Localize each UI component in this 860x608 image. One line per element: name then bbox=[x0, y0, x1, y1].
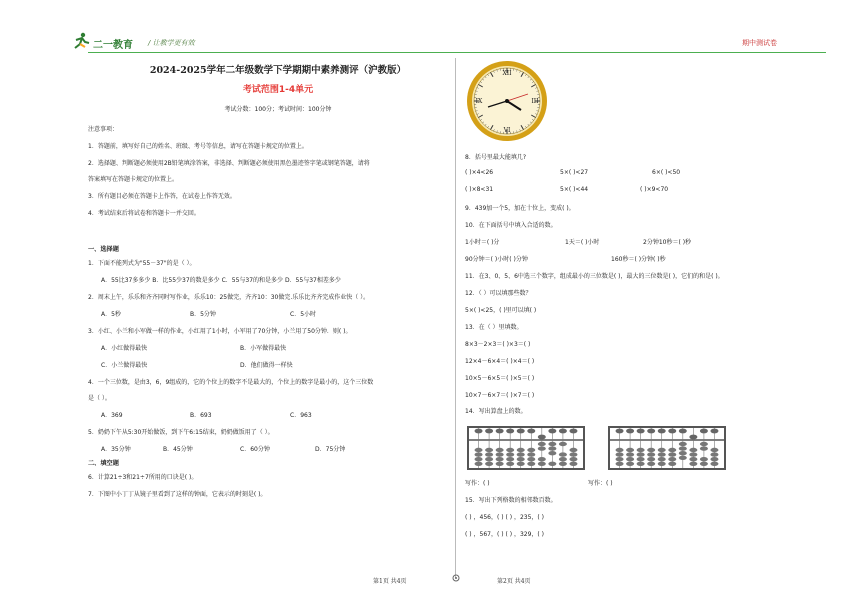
question-13: 13．在（ ）里填数。 bbox=[465, 324, 523, 331]
option: C．963 bbox=[290, 412, 312, 419]
option: B．45分钟 bbox=[163, 446, 193, 453]
question-5: 5．奶奶下午从5:30开始做饭，到下午6:15结束，奶奶做饭用了（ ）。 bbox=[88, 429, 274, 436]
abacus bbox=[467, 426, 585, 470]
option: A．35分钟 bbox=[101, 446, 131, 453]
footer-page-left: 第1页 共4页 bbox=[373, 578, 407, 585]
q13-row: 10×7－6×7＝( )×7＝( ) bbox=[465, 392, 535, 399]
question-2: 2．周末上午，乐乐和齐齐同时写作业，乐乐10：25做完，齐齐10：30做完.乐乐比齐齐完成作业快（ ）。 bbox=[88, 294, 370, 301]
question-10: 10．在下面括号中填入合适的数。 bbox=[465, 222, 557, 229]
q10-item: 90分钟＝( )小时( )分钟 bbox=[465, 256, 528, 263]
option: C．60分钟 bbox=[240, 446, 270, 453]
logo-text: 二一教育 bbox=[93, 40, 133, 51]
q10-item: 1小时＝( )分 bbox=[465, 239, 500, 246]
option: C．小兰做得最快 bbox=[101, 362, 148, 369]
svg-text:IX: IX bbox=[475, 98, 483, 105]
binder-ring-icon bbox=[452, 574, 460, 582]
q10-item: 1天＝( )小时 bbox=[565, 239, 600, 246]
option: A．369 bbox=[101, 412, 123, 419]
option: D．他们做得一样快 bbox=[240, 362, 293, 369]
option: A．5秒 bbox=[101, 311, 121, 318]
question-11: 11．在3、0、5、6中选三个数字，组成最小的三位数是( )，最大的三位数是( )，它们的和是( )。 bbox=[465, 273, 724, 280]
note-item: 3．所有题目必须在答题卡上作答，在试卷上作答无效。 bbox=[88, 193, 236, 200]
question-15: 15．写出下列格数的相邻数百数。 bbox=[465, 497, 557, 504]
q13-row: 12×4－6×4＝( )×4＝( ) bbox=[465, 358, 535, 365]
abacus bbox=[608, 426, 726, 470]
header-slogan: / 让教学更有效 bbox=[148, 39, 195, 47]
option: A．小红做得最快 bbox=[101, 345, 148, 352]
section-heading: 一、选择题 bbox=[88, 246, 119, 253]
q8-item: ( )×4<26 bbox=[465, 169, 494, 176]
question-3: 3．小红、小兰和小军做一样的作业，小红用了1小时，小军用了70分钟，小兰用了50分钟．则( )。 bbox=[88, 328, 352, 335]
note-item: 答案填写在答题卡规定的位置上。 bbox=[88, 176, 179, 183]
score-line: 考试分数：100分；考试时间：100分钟 bbox=[224, 106, 332, 113]
q14-answer: 写作：( ) bbox=[465, 480, 490, 487]
section-heading: 二、填空题 bbox=[88, 460, 119, 467]
option: D．75分钟 bbox=[315, 446, 346, 453]
question-4: 4．一个三位数，是由3，6，9组成的，它的个位上的数字不是最大的，个位上的数字是最小的，这个三位数 bbox=[88, 379, 374, 386]
question-7: 7．下图中小丁丁从镜子里看到了这样的钟面，它表示的时刻是( )。 bbox=[88, 491, 267, 498]
q10-item: 160秒＝( )分钟( )秒 bbox=[611, 256, 666, 263]
option: B．693 bbox=[190, 412, 212, 419]
header-divider bbox=[88, 52, 826, 53]
footer-page-right: 第2页 共4页 bbox=[497, 578, 531, 585]
question-14: 14．写出算盘上的数。 bbox=[465, 408, 527, 415]
question-9: 9．439加一个5，加在十位上，变成( )。 bbox=[465, 205, 575, 212]
svg-text:III: III bbox=[531, 98, 539, 105]
q8-item: 5×( )<27 bbox=[560, 169, 589, 176]
note-item: 2．选择题、判断题必须使用2B铅笔填涂答案，非选择、判断题必须使用黑色墨迹签字笔或钢笔答题，请将 bbox=[88, 160, 370, 167]
q14-answer: 写作：( ) bbox=[588, 480, 613, 487]
q8-item: 5×( )<44 bbox=[560, 186, 589, 193]
q8-item: ( )×8<31 bbox=[465, 186, 494, 193]
column-divider bbox=[455, 58, 456, 578]
q13-row: 8×3－2×3＝( )×3＝( ) bbox=[465, 341, 531, 348]
page-title: 2024-2025学年二年级数学下学期期中素养测评（沪教版） bbox=[149, 65, 407, 76]
svg-text:VI: VI bbox=[503, 127, 511, 134]
option: C．5小时 bbox=[290, 311, 317, 318]
header-exam-label: 期中测试卷 bbox=[742, 39, 777, 47]
clock-face bbox=[466, 60, 548, 142]
question-1: 1．下面不能列式为"55－37"的是（ ）。 bbox=[88, 260, 196, 267]
question-12: 12．（ ）可以填那些数？ bbox=[465, 290, 532, 297]
q13-row: 10×5－6×5＝( )×5＝( ) bbox=[465, 375, 535, 382]
q15-row: ( ) ，567，( ) ( ) ，329，( ) bbox=[465, 531, 544, 538]
q8-item: ( )×9<70 bbox=[640, 186, 669, 193]
q1-options: A．55比37多多少 B．比55少37的数是多少 C．55与37的和是多少 D．55与37相差多少 bbox=[101, 277, 341, 284]
note-item: 4．考试结束后将试卷和答题卡一并交回。 bbox=[88, 210, 200, 217]
q10-item: 2分钟10秒＝( )秒 bbox=[643, 239, 692, 246]
q8-item: 6×( )<50 bbox=[652, 169, 681, 176]
q15-row: ( ) ，456，( ) ( ) ，235，( ) bbox=[465, 514, 544, 521]
q12-line: 5×( )<25，( )里可以填( ) bbox=[465, 307, 537, 314]
runner-logo-icon bbox=[70, 32, 92, 50]
notes-heading: 注意事项： bbox=[88, 126, 119, 133]
exam-scope: 考试范围1-4单元 bbox=[242, 85, 314, 95]
note-item: 1．答题前，填写好自己的姓名、班级、考号等信息，请写在答题卡规定的位置上。 bbox=[88, 143, 308, 150]
svg-text:XII: XII bbox=[502, 70, 512, 77]
option: B．5分钟 bbox=[190, 311, 216, 318]
question-4-cont: 是（ ）。 bbox=[88, 395, 111, 402]
question-8: 8．括号里最大能填几? bbox=[465, 154, 527, 161]
option: B．小军做得最快 bbox=[240, 345, 287, 352]
question-6: 6．计算21÷3和21÷7所用的口诀是( )。 bbox=[88, 474, 198, 481]
